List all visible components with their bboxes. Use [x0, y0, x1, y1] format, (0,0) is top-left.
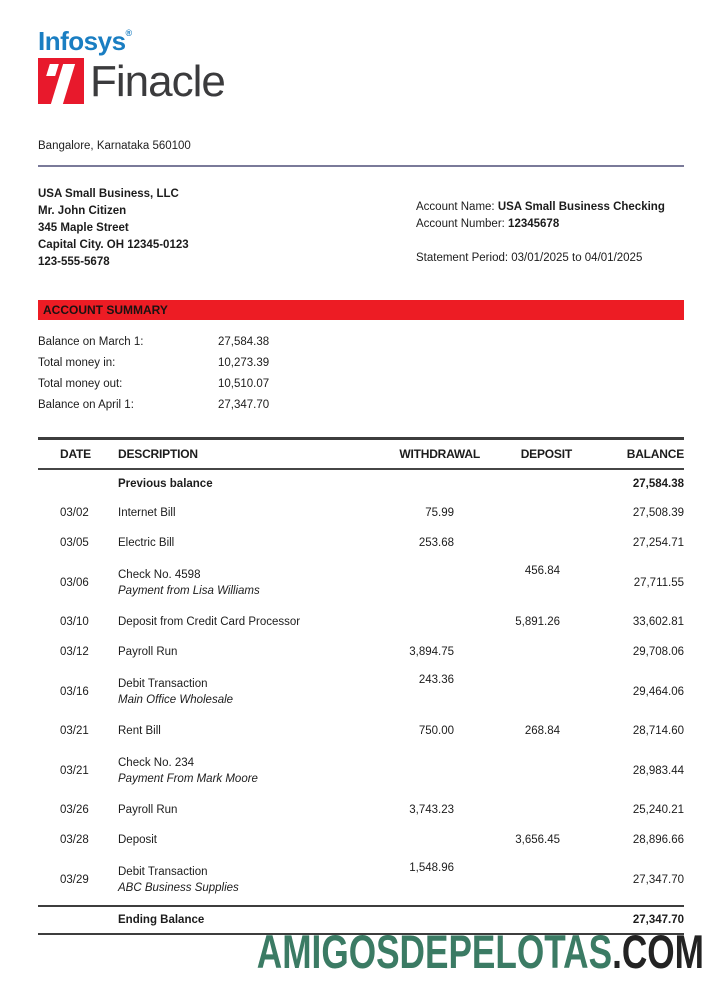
table-row	[38, 667, 684, 716]
table-row	[38, 637, 684, 667]
cell-balance: 27,254.71	[632, 537, 684, 549]
cell-balance: 29,464.06	[632, 685, 684, 698]
account-summary-banner: ACCOUNT SUMMARY	[38, 300, 684, 320]
description-note: Payment From Mark Moore	[118, 772, 258, 785]
customer-phone: 123-555-5678	[38, 256, 110, 268]
summary-label: Total money in:	[38, 356, 116, 369]
cell-description	[118, 866, 375, 894]
summary-row	[38, 352, 684, 373]
cell-deposit	[480, 746, 572, 753]
cell-deposit: 456.84	[524, 565, 560, 577]
bank-address: Bangalore, Karnataka 560100	[38, 140, 191, 152]
statement-period-value: 03/01/2025 to 04/01/2025	[511, 252, 643, 264]
account-summary-rows	[38, 331, 684, 415]
infosys-wordmark	[38, 28, 132, 54]
cell-balance: 28,896.66	[632, 834, 684, 846]
cell-deposit: 5,891.26	[515, 616, 560, 628]
description-main: Deposit	[118, 834, 157, 846]
header-deposit: DEPOSIT	[520, 447, 572, 461]
cell-deposit: 3,656.45	[515, 834, 560, 846]
info-columns	[38, 186, 684, 271]
cell-date: 03/26	[60, 804, 89, 816]
previous-balance-label: Previous balance	[118, 478, 213, 490]
cell-date: 03/16	[60, 685, 89, 698]
cell-withdrawal: 75.99	[425, 507, 454, 519]
cell-date: 03/06	[60, 576, 89, 589]
summary-value: 27,347.70	[218, 398, 270, 411]
cell-description	[118, 537, 375, 549]
cell-withdrawal: 243.36	[418, 674, 454, 686]
cell-deposit	[480, 855, 572, 862]
description-note: Payment from Lisa Williams	[118, 584, 260, 597]
ending-balance-label: Ending Balance	[118, 914, 205, 926]
cell-date: 03/02	[60, 507, 89, 519]
finacle-logo	[38, 28, 684, 104]
cell-description	[118, 757, 375, 785]
cell-date: 03/21	[60, 764, 89, 777]
watermark	[257, 926, 704, 980]
description-note: ABC Business Supplies	[118, 881, 239, 894]
registered-trademark-icon: ®	[125, 28, 132, 38]
cell-withdrawal: 1,548.96	[409, 862, 454, 874]
ending-balance-value: 27,347.70	[632, 914, 684, 926]
table-row	[38, 558, 684, 607]
summary-row	[38, 373, 684, 394]
summary-label: Total money out:	[38, 377, 123, 390]
cell-date: 03/21	[60, 725, 89, 737]
description-main: Electric Bill	[118, 537, 175, 549]
description-main: Rent Bill	[118, 725, 161, 737]
table-body	[38, 470, 684, 935]
cell-balance: 25,240.21	[632, 804, 684, 816]
account-number-line: Account Number: 12345678	[416, 218, 560, 230]
summary-label: Balance on April 1:	[38, 398, 134, 411]
watermark-main: AMIGOSDEPELOTAS	[256, 926, 613, 979]
header-withdrawal: WITHDRAWAL	[399, 447, 480, 461]
summary-value: 27,584.38	[218, 335, 270, 348]
cell-balance: 28,714.60	[632, 725, 684, 737]
cell-date: 03/29	[60, 873, 89, 886]
watermark-suffix: .COM	[612, 926, 704, 979]
cell-withdrawal: 3,894.75	[409, 646, 454, 658]
finacle-slash-icon	[38, 58, 84, 104]
cell-description	[118, 616, 375, 628]
header-divider	[38, 165, 684, 167]
cell-description	[118, 507, 375, 519]
description-main: Check No. 4598	[118, 568, 201, 581]
transactions-table	[38, 437, 684, 935]
table-row	[38, 855, 684, 904]
header-date: DATE	[60, 447, 91, 461]
account-number-value: 12345678	[508, 218, 560, 230]
cell-withdrawal: 3,743.23	[409, 804, 454, 816]
cell-description	[118, 834, 375, 846]
cell-description	[118, 569, 375, 597]
table-row	[38, 746, 684, 795]
cell-balance: 28,983.44	[632, 764, 684, 777]
table-row	[38, 528, 684, 558]
account-name-value: USA Small Business Checking	[497, 201, 665, 213]
account-info-block	[416, 186, 684, 271]
description-main: Payroll Run	[118, 646, 178, 658]
table-row	[38, 795, 684, 825]
cell-description	[118, 646, 375, 658]
description-main: Check No. 234	[118, 756, 195, 769]
cell-deposit: 268.84	[524, 725, 560, 737]
summary-label: Balance on March 1:	[38, 335, 144, 348]
cell-date: 03/05	[60, 537, 89, 549]
table-row	[38, 716, 684, 746]
summary-value: 10,510.07	[218, 377, 270, 390]
cell-withdrawal	[375, 558, 480, 565]
cell-withdrawal	[375, 746, 480, 753]
previous-balance-value: 27,584.38	[632, 478, 684, 490]
transaction-rows	[38, 498, 684, 904]
customer-street: 345 Maple Street	[38, 222, 129, 234]
previous-balance-row	[38, 470, 684, 498]
customer-contact: Mr. John Citizen	[38, 205, 127, 217]
cell-deposit	[480, 667, 572, 674]
table-header-row	[38, 440, 684, 470]
table-row	[38, 825, 684, 855]
infosys-wordmark-text: Infosys	[38, 26, 126, 56]
cell-date: 03/10	[60, 616, 89, 628]
cell-balance: 27,711.55	[633, 576, 684, 589]
table-row	[38, 498, 684, 528]
header-balance: BALANCE	[626, 447, 684, 461]
customer-name: USA Small Business, LLC	[38, 188, 179, 200]
cell-description	[118, 678, 375, 706]
cell-balance: 33,602.81	[632, 616, 684, 628]
description-note: Main Office Wholesale	[118, 693, 234, 706]
cell-balance: 27,508.39	[632, 507, 684, 519]
header-description: DESCRIPTION	[118, 447, 198, 461]
description-main: Deposit from Credit Card Processor	[118, 616, 301, 628]
account-name-line: Account Name: USA Small Business Checking	[416, 201, 665, 213]
cell-description	[118, 804, 375, 816]
description-main: Internet Bill	[118, 507, 176, 519]
cell-description	[118, 725, 375, 737]
summary-row	[38, 394, 684, 415]
description-main: Debit Transaction	[118, 677, 208, 690]
finacle-wordmark-row	[38, 58, 684, 104]
cell-withdrawal: 253.68	[418, 537, 454, 549]
cell-date: 03/12	[60, 646, 89, 658]
customer-city: Capital City. OH 12345-0123	[38, 239, 189, 251]
cell-balance: 29,708.06	[632, 646, 684, 658]
finacle-wordmark: Finacle	[90, 57, 225, 106]
summary-value: 10,273.39	[218, 356, 270, 369]
cell-withdrawal: 750.00	[418, 725, 454, 737]
cell-date: 03/28	[60, 834, 89, 846]
statement-period-line: Statement Period: 03/01/2025 to 04/01/2025	[416, 252, 643, 264]
cell-balance: 27,347.70	[632, 873, 684, 886]
description-main: Debit Transaction	[118, 865, 208, 878]
table-row	[38, 607, 684, 637]
summary-row	[38, 331, 684, 352]
description-main: Payroll Run	[118, 804, 178, 816]
customer-address-block	[38, 186, 416, 271]
